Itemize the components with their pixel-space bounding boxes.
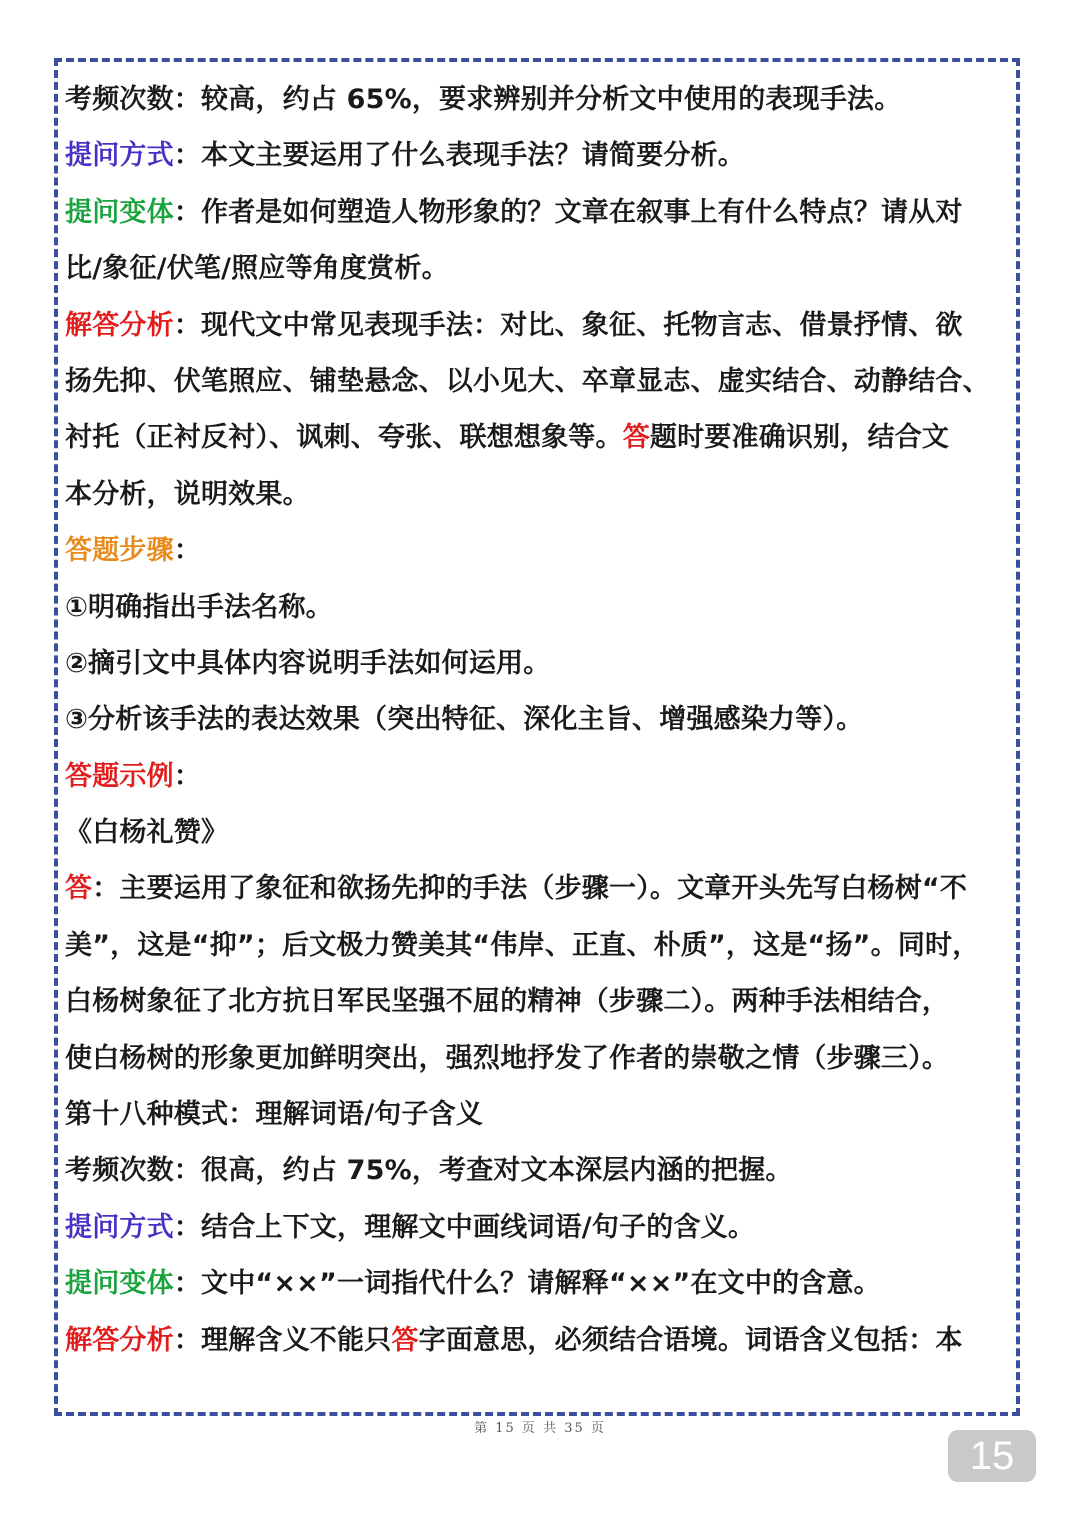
text-line	[65, 354, 1015, 410]
line-text: ：结合上下文，理解文中画线词语/句子的含义。	[173, 1211, 756, 1243]
text-line	[65, 692, 1015, 748]
label-answer-example: 答题示例	[65, 760, 174, 792]
line-text: 使白杨树的形象更加鲜明突出，强烈地抒发了作者的崇敬之情（步骤三）。	[65, 1042, 950, 1074]
line-text: ：本文主要运用了什么表现手法？请简要分析。	[173, 140, 746, 172]
text-line	[65, 805, 1015, 861]
label-answer-analysis: 解答分析	[65, 1324, 174, 1356]
text-line	[65, 72, 1015, 128]
text-line	[65, 1256, 1015, 1312]
label-question-method: 提问方式	[65, 1211, 174, 1243]
highlight-char: 答	[391, 1324, 419, 1356]
line-text: 比/象征/伏笔/照应等角度赏析。	[65, 253, 449, 285]
text-line	[65, 749, 1015, 805]
text-line	[65, 410, 1015, 466]
text-line	[65, 974, 1015, 1030]
label-answer-steps: 答题步骤	[65, 535, 174, 567]
line-text: 白杨树象征了北方抗日军民坚强不屈的精神（步骤二）。两种手法相结合，	[65, 986, 950, 1018]
text-line	[65, 918, 1015, 974]
text-line	[65, 1143, 1015, 1199]
step-item: ②摘引文中具体内容说明手法如何运用。	[65, 647, 551, 679]
step-item: ①明确指出手法名称。	[65, 591, 333, 623]
step-item: ③分析该手法的表达效果（突出特征、深化主旨、增强感染力等）。	[65, 704, 864, 736]
line-text: 扬先抑、伏笔照应、铺垫悬念、以小见大、卒章显志、虚实结合、动静结合、	[65, 365, 990, 397]
line-text: ：主要运用了象征和欲扬先抑的手法（步骤一）。文章开头先写白杨树“不	[92, 873, 968, 905]
label-answer-analysis: 解答分析	[65, 309, 174, 341]
line-text: 衬托（正衬反衬）、讽刺、夸张、联想想象等。	[65, 422, 623, 454]
line-text: ：	[173, 760, 202, 792]
text-line	[65, 298, 1015, 354]
label-question-variant: 提问变体	[65, 196, 174, 228]
text-line	[65, 580, 1015, 636]
section-heading: 第十八种模式：理解词语/句子含义	[65, 1099, 484, 1131]
line-text: ：现代文中常见表现手法：对比、象征、托物言志、借景抒情、欲	[173, 309, 963, 341]
label-question-variant: 提问变体	[65, 1268, 174, 1300]
text-line	[65, 861, 1015, 917]
text-line	[65, 1200, 1015, 1256]
line-text: 本分析，说明效果。	[65, 478, 310, 510]
text-line	[65, 1031, 1015, 1087]
line-text: ：文中“××”一词指代什么？请解释“××”在文中的含意。	[173, 1268, 881, 1300]
text-line	[65, 467, 1015, 523]
line-text: ：作者是如何塑造人物形象的？文章在叙事上有什么特点？请从对	[173, 196, 963, 228]
text-line	[65, 128, 1015, 184]
line-text: 字面意思，必须结合语境。词语含义包括：本	[418, 1324, 963, 1356]
line-text: ：理解含义不能只	[173, 1324, 392, 1356]
document-body	[65, 72, 1015, 1369]
text-line	[65, 1313, 1015, 1369]
text-line	[65, 185, 1015, 241]
text-line	[65, 523, 1015, 579]
highlight-char: 答	[622, 422, 650, 454]
text-line	[65, 636, 1015, 692]
line-text: 题时要准确识别，结合文	[649, 422, 950, 454]
label-answer: 答	[65, 873, 93, 905]
text-line	[65, 1087, 1015, 1143]
page-number-badge: 15	[948, 1430, 1036, 1482]
line-text: ：	[173, 535, 202, 567]
page-footer: 第 15 页 共 35 页	[474, 1421, 606, 1436]
label-question-method: 提问方式	[65, 140, 174, 172]
line-text: 美”，这是“抑”；后文极力赞美其“伟岸、正直、朴质”，这是“扬”。同时，	[65, 929, 980, 961]
line-text: 考频次数：较高，约占 65%，要求辨别并分析文中使用的表现手法。	[65, 84, 902, 115]
text-line	[65, 241, 1015, 297]
line-text: 考频次数：很高，约占 75%，考查对文本深层内涵的把握。	[65, 1155, 793, 1187]
example-title: 《白杨礼赞》	[65, 817, 229, 849]
